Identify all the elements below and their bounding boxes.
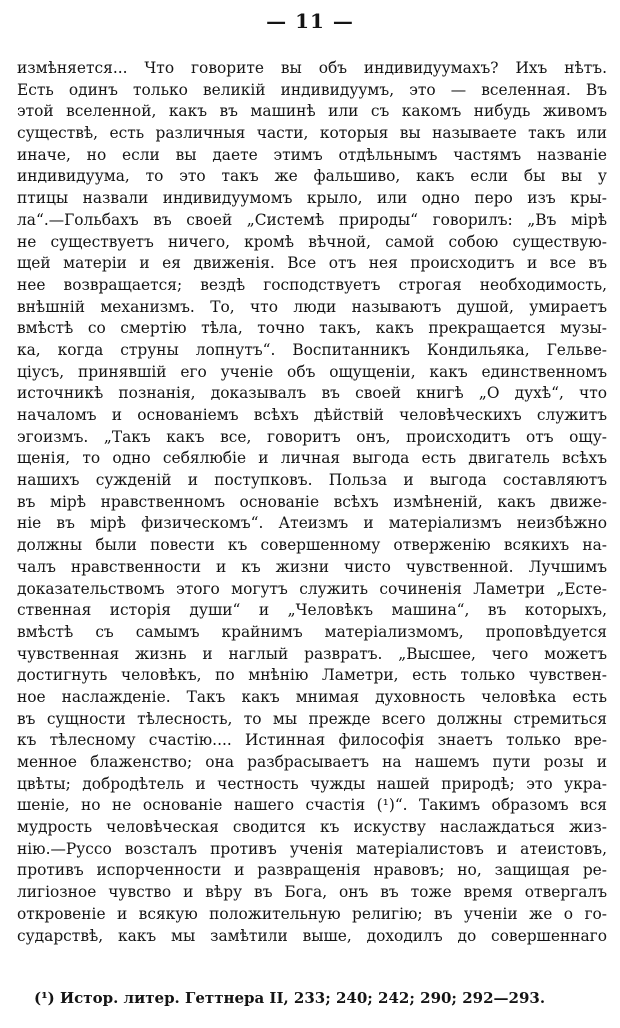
text-line: не существуетъ ничего, кромѣ вѣчной, самой собою существую- xyxy=(17,232,607,251)
footnote: (¹) Истор. литер. Геттнера II, 233; 240; 242; 290; 292—293. xyxy=(34,989,546,1007)
text-line: иначе, но если вы даете этимъ отдѣльнымъ частямъ названіе xyxy=(17,145,607,164)
text-line: лигіозное чувство и вѣру въ Бога, онъ въ тоже время отвергалъ xyxy=(17,883,607,902)
text-line: щей матеріи и ея движенія. Все отъ нея происходитъ и все въ xyxy=(17,254,607,273)
body-text xyxy=(17,58,607,947)
text-line: чувственная жизнь и наглый развратъ. „Высшее, чего можетъ xyxy=(17,644,607,663)
text-line: ніе въ мірѣ физическомъ“. Атеизмъ и матеріализмъ неизбѣжно xyxy=(17,514,607,533)
text-line: менное блаженство; она разбрасываетъ на нашемъ пути розы и xyxy=(17,753,607,771)
text-line: внѣшній механизмъ. То, что люди называютъ душой, умираетъ xyxy=(17,297,607,316)
text-line: ціусъ, принявшій его ученіе объ ощущеніи, какъ единственномъ xyxy=(17,362,607,381)
text-line: индивидуума, то это такъ же фальшиво, какъ если бы вы у xyxy=(17,167,607,186)
text-line: доказательствомъ этого могутъ служить сочиненія Ламетри „Есте- xyxy=(17,579,607,598)
text-line: ственная исторія души“ и „Человѣкъ машина“, въ которыхъ, xyxy=(17,601,607,620)
text-line: ка, когда струны лопнутъ“. Воспитанникъ Кондильяка, Гельве- xyxy=(17,340,607,359)
text-line: чалъ нравственности и къ жизни чисто чувственной. Лучшимъ xyxy=(17,557,607,576)
text-line: щенія, то одно себялюбіе и личная выгода есть двигатель всѣхъ xyxy=(17,449,607,468)
text-line: откровеніе и всякую положительную религію; въ ученіи же о го- xyxy=(17,904,607,923)
text-line: шеніе, но не основаніе нашего счастія (¹)“. Такимъ образомъ вся xyxy=(17,796,607,815)
text-line: нашихъ сужденій и поступковъ. Польза и выгода составляютъ xyxy=(17,471,607,490)
text-line: противъ испорченности и развращенія нравовъ; но, защищая ре- xyxy=(17,861,607,880)
text-line: эгоизмъ. „Такъ какъ все, говоритъ онъ, происходитъ отъ ощу- xyxy=(17,427,607,446)
text-line: существѣ, есть различныя части, которыя вы называете такъ или xyxy=(17,124,607,143)
text-line: вмѣстѣ со смертію тѣла, точно такъ, какъ прекращается музы- xyxy=(17,319,607,338)
text-line: вмѣстѣ съ самымъ крайнимъ матеріализмомъ, проповѣдуется xyxy=(17,622,607,641)
text-line: началомъ и основаніемъ всѣхъ дѣйствій человѣческихъ служитъ xyxy=(17,406,607,424)
text-line: птицы назвали индивидуумомъ крыло, или одно перо изъ кры- xyxy=(17,189,607,208)
text-line: въ сущности тѣлесность, то мы прежде всего должны стремиться xyxy=(17,709,607,728)
text-line: сударствѣ, какъ мы замѣтили выше, доходилъ до совершеннаго xyxy=(17,926,607,945)
text-line: должны были повести къ совершенному отверженію всякихъ на- xyxy=(17,536,607,555)
text-line: ное наслажденіе. Такъ какъ мнимая духовность человѣка есть xyxy=(17,687,607,706)
text-line: достигнуть человѣкъ, по мнѣнію Ламетри, есть только чувствен- xyxy=(17,666,607,685)
text-line: къ тѣлесному счастію.... Истинная философія знаетъ только вре- xyxy=(17,731,607,750)
text-line: цвѣты; добродѣтель и честность чужды нашей природѣ; это укра- xyxy=(17,774,607,793)
text-line: нее возвращается; вездѣ господствуетъ строгая необходимость, xyxy=(17,275,607,294)
text-line: ла“.—Гольбахъ въ своей „Системѣ природы“ говорилъ: „Въ мірѣ xyxy=(17,210,607,229)
text-line: въ мірѣ нравственномъ основаніе всѣхъ измѣненій, какъ движе- xyxy=(17,492,607,511)
text-line: Есть одинъ только великій индивидуумъ, это — вселенная. Въ xyxy=(17,80,607,99)
text-line: источникѣ познанія, доказывалъ въ своей книгѣ „О духѣ“, что xyxy=(17,384,607,403)
text-line: нію.—Руссо возсталъ противъ ученія матеріалистовъ и атеистовъ, xyxy=(17,839,607,858)
page-number: — 11 — xyxy=(266,9,354,33)
text-line: мудрость человѣческая сводится къ искуству наслаждаться жиз- xyxy=(17,818,607,837)
text-line: этой вселенной, какъ въ машинѣ или съ какомъ нибудь живомъ xyxy=(17,102,607,121)
text-line: измѣняется... Что говорите вы объ индивидуумахъ? Ихъ нѣтъ. xyxy=(17,59,607,77)
